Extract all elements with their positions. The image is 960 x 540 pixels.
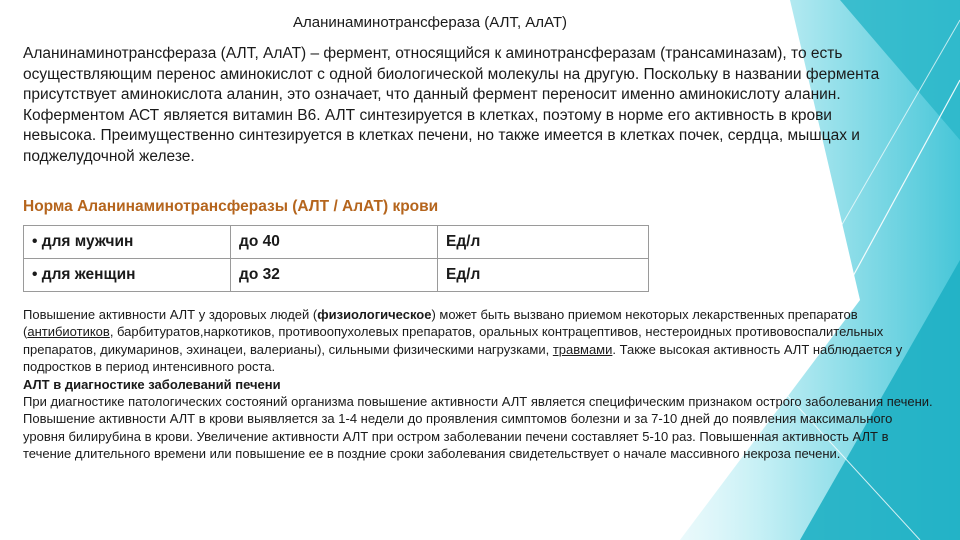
diagnostics-heading: АЛТ в диагностике заболеваний печени	[23, 376, 281, 392]
norm-heading: Норма Аланинаминотрансферазы (АЛТ / АлАТ) крови	[23, 198, 439, 215]
increase-text: Повышение активности АЛТ у здоровых людей (	[23, 307, 318, 322]
diagnostics-paragraph: При диагностике патологических состояний организма повышение активности АЛТ является специфическим признаком острого заболевания печени. Повышение активности АЛТ в крови выявляется за 1-4 недели до проявления симптомов болезни и за 7-10 дней до появления максимального уровня билирубина в крови. Увеличение активности АЛТ при остром заболевании печени составляет 5-10 раз. Повышенная активность АЛТ в течение длительного времени или повышение ее в поздние сроки заболевания свидетельствует о начале массивного некроза печени.	[23, 394, 933, 462]
norm-value-cell: до 40	[231, 226, 438, 259]
norm-unit-cell: Ед/л	[438, 259, 649, 292]
physiological-term: физиологическое	[317, 307, 432, 322]
norm-unit-cell: Ед/л	[438, 226, 649, 259]
increase-paragraph	[23, 306, 933, 376]
antibiotics-link[interactable]: антибиотиков	[27, 324, 110, 340]
norm-group-cell: • для женщин	[24, 259, 231, 292]
norm-group-cell: • для мужчин	[24, 226, 231, 259]
norm-table	[23, 225, 649, 292]
intro-paragraph: Аланинаминотрансфераза (АЛТ, АлАТ) – фермент, относящийся к аминотрансферазам (трансаминазам), то есть осуществляющим перенос аминокислот с одной биологической молекулы на другую. Поскольку в названии фермента присутствует аминокислота аланин, это означает, что данный фермент переносит именно аминокислоту аланин. Коферментом АСТ является витамин В6. АЛТ синтезируется в клетках, поэтому в норме его активность в крови невысока. Преимущественно синтезируется в клетках печени, но также имеется в клетках почек, сердца, мышцах и поджелудочной железе.	[23, 45, 880, 165]
norm-value-cell: до 32	[231, 259, 438, 292]
injuries-link[interactable]: травмами	[552, 341, 613, 357]
increase-text: . Также высокая активность АЛТ наблюдается у подростков в период интенсивного роста.	[23, 341, 903, 375]
table-row	[24, 226, 649, 259]
slide-title: Аланинаминотрансфераза (АЛТ, АлАТ)	[292, 14, 568, 31]
increase-text: ) может быть вызвано приемом некоторых лекарственных препаратов (	[23, 307, 858, 340]
increase-text: , барбитуратов,наркотиков, противоопухолевых препаратов, оральных контрацептивов, нестероидных противовоспалительных препаратов, дикумаринов, эхинацеи, валерианы), сильными физическими нагрузками,	[23, 324, 884, 357]
details-block	[23, 306, 933, 463]
table-row	[24, 259, 649, 292]
